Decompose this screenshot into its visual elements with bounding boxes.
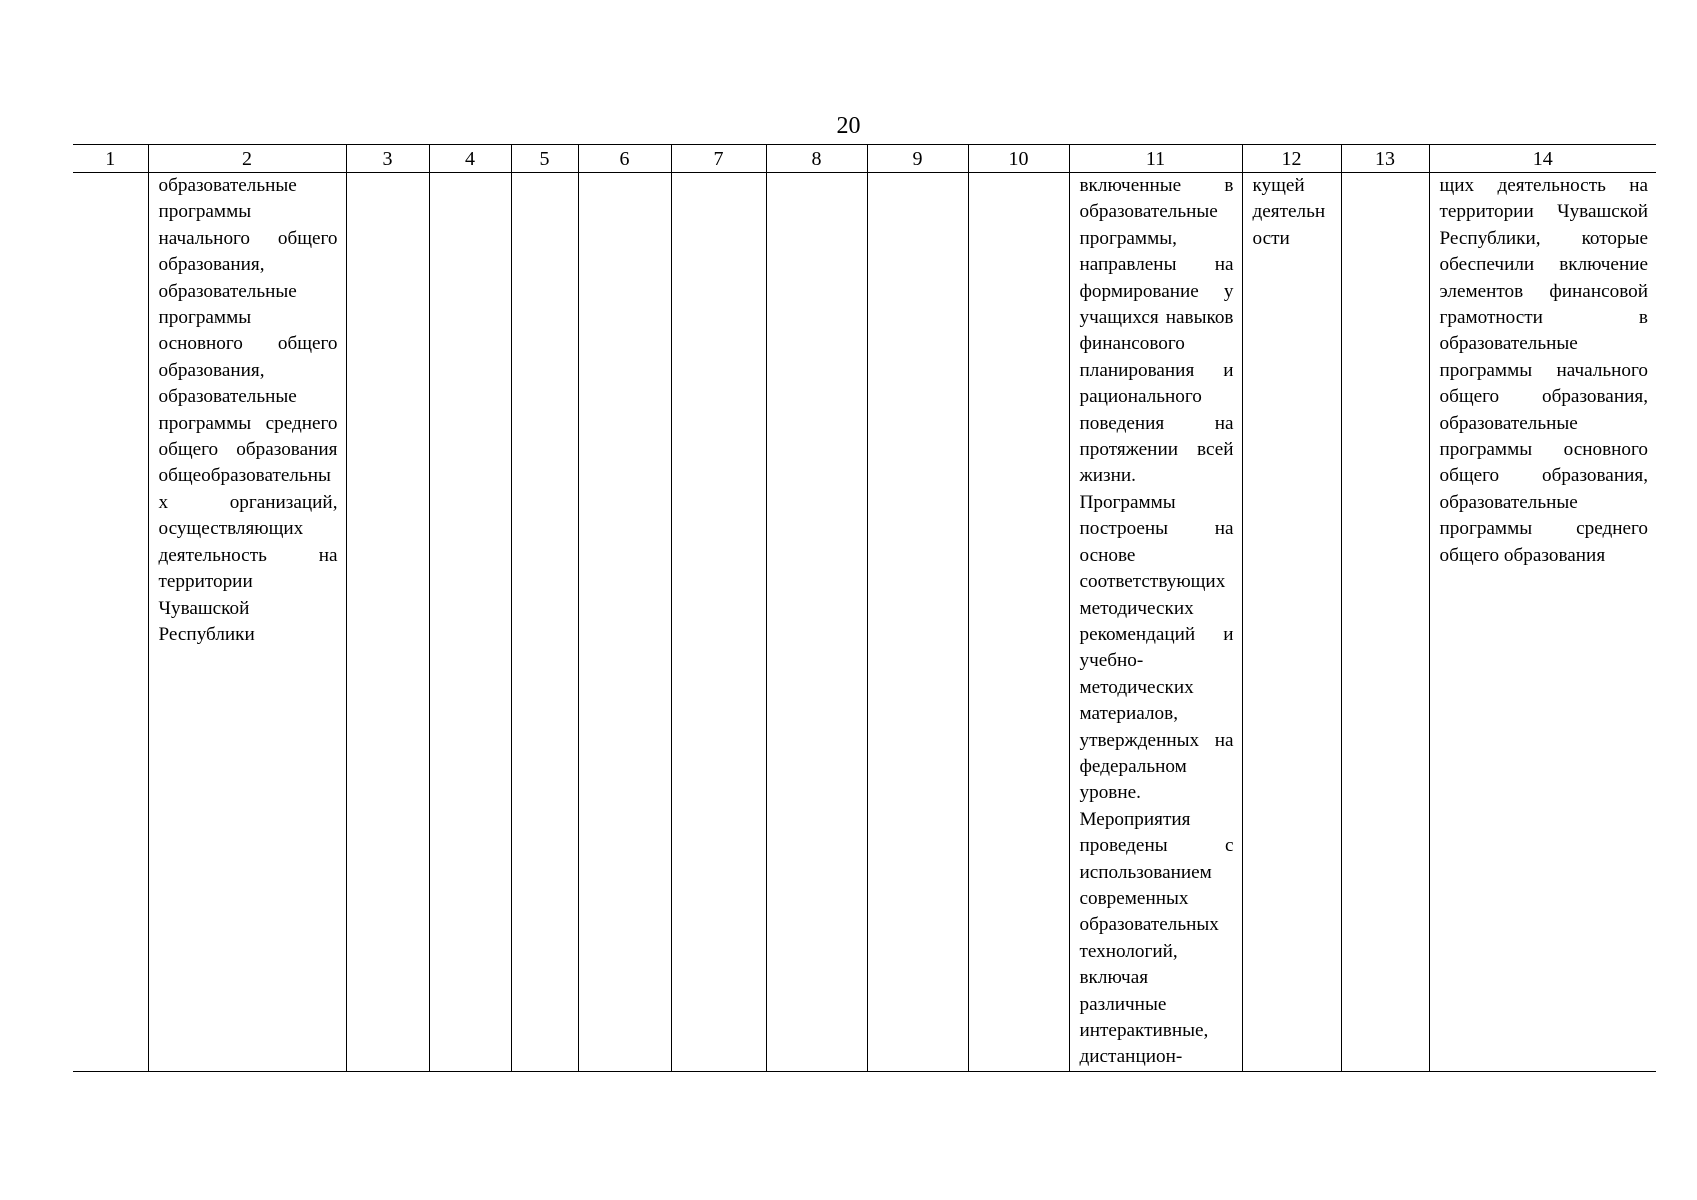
page-number: 20	[836, 113, 861, 139]
column-header-6: 6	[578, 145, 671, 173]
cell-col-10	[968, 173, 1069, 1072]
cell-col-6	[578, 173, 671, 1072]
header-row	[73, 145, 1656, 173]
cell-col-12: кущей деятельности	[1242, 173, 1341, 1072]
column-header-10: 10	[968, 145, 1069, 173]
cell-col-7	[671, 173, 766, 1072]
cell-col-3	[346, 173, 429, 1072]
cell-col-13	[1341, 173, 1429, 1072]
cell-col-14: щих деятельность на территории Чувашской Республики, которые обеспечили включение элементов финансовой грамотности в образовательные программы начального общего образования, образовательные программы основного общего образования, образовательные программы среднего общего образования	[1429, 173, 1656, 1072]
column-header-13: 13	[1341, 145, 1429, 173]
cell-col-2: образовательные программы начального общего образования, образовательные программы основного общего образования, образовательные программы среднего общего образования общеобразовательных организаций, осуществляющих деятельность на территории Чувашской Республики	[148, 173, 346, 1072]
cell-col-5	[511, 173, 578, 1072]
column-header-14: 14	[1429, 145, 1656, 173]
cell-col-8	[766, 173, 867, 1072]
column-header-12: 12	[1242, 145, 1341, 173]
cell-col-4	[429, 173, 511, 1072]
column-header-2: 2	[148, 145, 346, 173]
cell-col-9	[867, 173, 968, 1072]
cell-col-11: включенные в образовательные программы, направлены на формирование у учащихся навыков финансового планирования и рационального поведения на протяжении всей жизни. Программы построены на основе соответствующих методических рекомендаций и учебно-методических материалов, утвержденных на федеральном уровне. Мероприятия проведены с использованием современных образовательных технологий, включая различные интерактивные, дистанцион-	[1069, 173, 1242, 1072]
column-header-5: 5	[511, 145, 578, 173]
column-header-1: 1	[73, 145, 148, 173]
data-table	[73, 144, 1656, 1072]
table-row	[73, 173, 1656, 1072]
column-header-4: 4	[429, 145, 511, 173]
column-header-11: 11	[1069, 145, 1242, 173]
column-header-9: 9	[867, 145, 968, 173]
column-header-3: 3	[346, 145, 429, 173]
column-header-8: 8	[766, 145, 867, 173]
cell-col-1	[73, 173, 148, 1072]
column-header-7: 7	[671, 145, 766, 173]
